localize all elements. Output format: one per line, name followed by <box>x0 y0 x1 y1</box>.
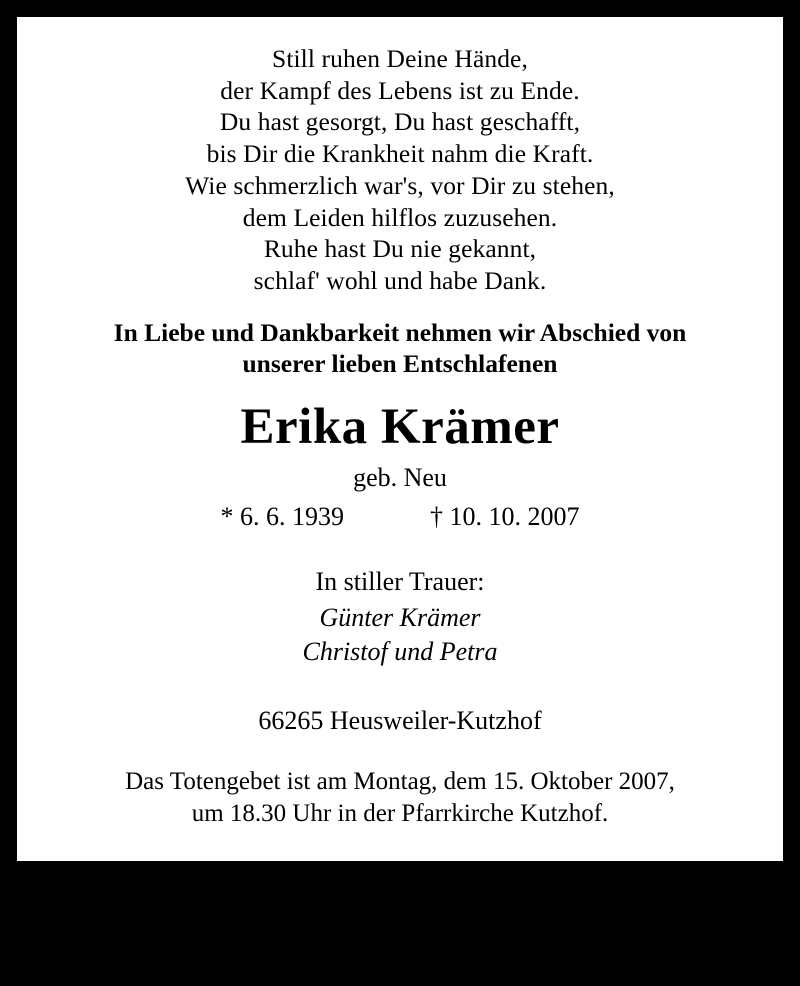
service-mass <box>57 860 743 924</box>
service-line: um 14.30 Uhr in Kutzhof; anschließend die Beisetzung. <box>121 893 679 921</box>
poem-line: Still ruhen Deine Hände, <box>272 44 528 73</box>
mourning-header: In stiller Trauer: <box>315 566 485 596</box>
mourner-name: Christof und Petra <box>302 636 498 666</box>
maiden-name: geb. Neu <box>353 462 447 492</box>
death-date: † 10. 10. 2007 <box>430 502 580 532</box>
mourner-name: Günter Krämer <box>319 603 481 633</box>
poem-line: Wie schmerzlich war's, vor Dir zu stehen, <box>185 170 615 200</box>
dedication-text <box>57 317 743 379</box>
service-line: Das Sterbeamt ist am Dienstag, dem 16. Oktober 2007, <box>124 861 676 889</box>
poem-line: Ruhe hast Du nie gekannt, <box>263 234 537 264</box>
mourners-list <box>57 601 743 669</box>
service-line: um 18.30 Uhr in der Pfarrkirche Kutzhof. <box>191 799 609 827</box>
poem-line: Du hast gesorgt, Du hast geschafft, <box>219 107 581 137</box>
poem-line: schlaf' wohl und habe Dank. <box>253 266 547 296</box>
dedication-line: In Liebe und Dankbarkeit nehmen wir Abschied von <box>113 317 687 347</box>
dedication-line: unserer lieben Entschlafenen <box>242 348 558 378</box>
address: 66265 Heusweiler-Kutzhof <box>258 705 542 735</box>
service-prayer <box>57 766 743 830</box>
service-line: Das Totengebet ist am Montag, dem 15. Oktober 2007, <box>125 767 675 795</box>
obituary-notice <box>14 14 786 984</box>
birth-date: * 6. 6. 1939 <box>220 502 344 532</box>
deceased-name: Erika Krämer <box>240 399 560 456</box>
life-dates <box>57 503 743 532</box>
poem-line: dem Leiden hilflos zuzusehen. <box>242 202 558 232</box>
memorial-poem <box>57 43 743 297</box>
poem-line: der Kampf des Lebens ist zu Ende. <box>220 75 580 105</box>
funeral-home: Beerdigungsinstitut Edgar Hoffmann, Lummerschied <box>133 956 667 984</box>
poem-line: bis Dir die Krankheit nahm die Kraft. <box>206 139 594 169</box>
